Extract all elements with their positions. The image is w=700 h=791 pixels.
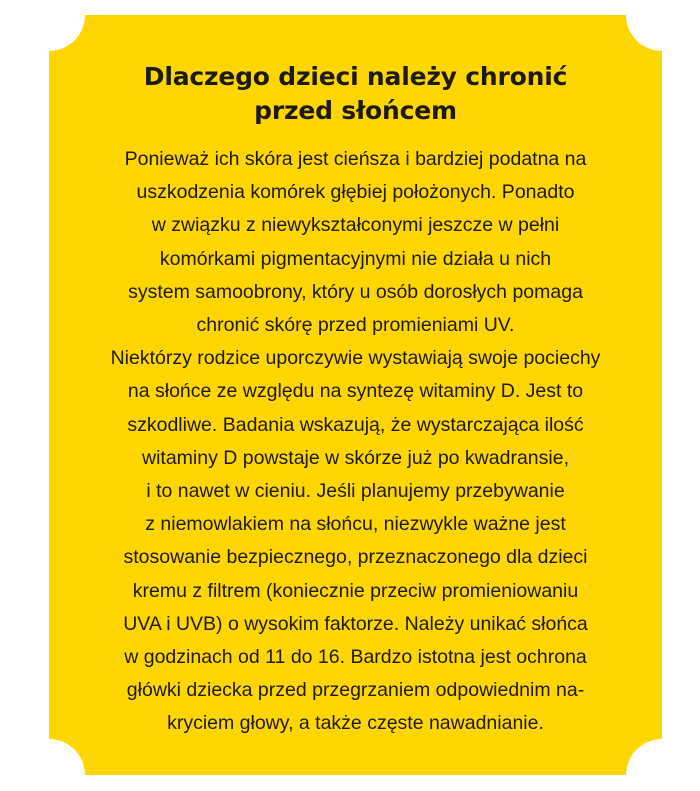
- body-line: Ponieważ ich skóra jest cieńsza i bardziej podatna na: [124, 148, 587, 170]
- body-line: z niemowlakiem na słońcu, niezwykle ważne jest: [145, 513, 566, 536]
- body-line: kremu z filtrem (koniecznie przeciw promieniowaniu: [132, 579, 579, 602]
- body-line: komórkami pigmentacyjnymi nie działa u nich: [159, 247, 552, 270]
- info-box-body: [69, 143, 642, 741]
- body-line: uszkodzenia komórek głębiej położonych. Ponadto: [136, 181, 575, 204]
- body-line: witaminy D powstaje w skórze już po kwadransie,: [141, 446, 569, 469]
- corner-notch-top-right: [626, 0, 698, 51]
- body-line: w związku z niewykształconymi jeszcze w pełni: [151, 214, 560, 237]
- body-line: Niektórzy rodzice uporczywie wystawiają swoje pociechy: [110, 347, 601, 370]
- body-line: stosowanie bezpiecznego, przeznaczonego dla dzieci: [123, 546, 588, 569]
- body-line: szkodliwe. Badania wskazują, że wystarczająca ilość: [127, 413, 584, 436]
- title-line: Dlaczego dzieci należy chronić: [143, 62, 568, 91]
- info-box: [49, 15, 662, 775]
- body-line: na słońce ze względu na syntezę witaminy D. Jest to: [127, 380, 584, 403]
- body-line: chronić skórę przed promieniami UV.: [196, 314, 515, 337]
- corner-notch-bottom-left: [13, 739, 85, 791]
- body-line: system samoobrony, który u osób dorosłych pomaga: [128, 280, 583, 303]
- title-line: przed słońcem: [254, 96, 457, 125]
- body-line: UVA i UVB) o wysokim faktorze. Należy unikać słońca: [123, 612, 588, 635]
- corner-notch-top-left: [13, 0, 85, 51]
- info-box-title: [69, 60, 642, 128]
- body-line: główki dziecka przed przegrzaniem odpowiednim na-: [126, 679, 585, 702]
- body-line: w godzinach od 11 do 16. Bardzo istotna jest ochrona: [124, 646, 587, 669]
- corner-notch-bottom-right: [626, 739, 698, 791]
- body-line: kryciem głowy, a także częste nawadnianie.: [167, 712, 544, 735]
- body-line: i to nawet w cieniu. Jeśli planujemy przebywanie: [146, 480, 565, 503]
